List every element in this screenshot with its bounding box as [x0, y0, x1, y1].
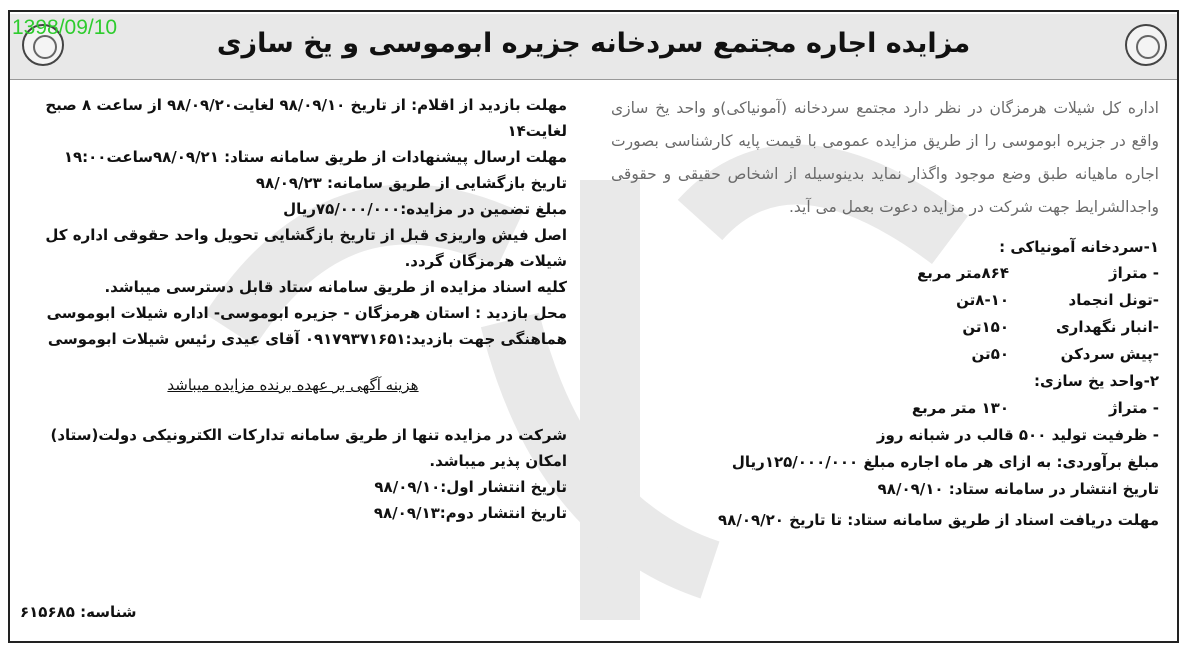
guarantee-text: مبلغ تضمین در مزایده:۷۵/۰۰۰/۰۰۰ریال — [283, 200, 567, 218]
capacity-line: - ظرفیت تولید ۵۰۰ قالب در شبانه روز — [876, 426, 1159, 444]
spec-value: ۱۳۰ متر مربع — [911, 399, 1009, 417]
page-title: مزایده اجاره مجتمع سردخانه جزیره ابوموسی و یخ سازی — [216, 28, 971, 59]
ad-cost-note: هزینه آگهی بر عهده برنده مزایده میباشد — [167, 376, 419, 394]
doc-deadline-line: مهلت دریافت اسناد از طریق سامانه ستاد: تا تاریخ ۹۸/۰۹/۲۰ — [718, 511, 1159, 529]
documents-text: کلیه اسناد مزایده از طریق سامانه ستاد قابل دسترسی میباشد. — [104, 278, 567, 296]
header-bar — [10, 14, 1177, 80]
estimate-line: مبلغ برآوردی: به ازای هر ماه اجاره مبلغ ۱۲۵/۰۰۰/۰۰۰ریال — [731, 453, 1159, 471]
first-publish-date: تاریخ انتشار اول:۹۸/۰۹/۱۰ — [374, 478, 567, 496]
intro-paragraph: اداره کل شیلات هرمزگان در نظر دارد مجتمع سردخانه (آمونیاکی)و واحد یخ سازی واقع در جزیره ابوموسی را از طریق مزایده عمومی با قیمت پایه کارشناسی بصورت اجاره ماهیانه طبق وضع موجود واگذار نماید بدینوسیله از اشخاص حقیقی و حقوقی واجدالشرایط جهت شرکت در مزایده دعوت بعمل می آید. — [611, 99, 1159, 216]
section1-title: ۱-سردخانه آمونیاکی : — [999, 238, 1159, 256]
section2-title: ۲-واحد یخ سازی: — [1034, 372, 1159, 390]
opening-date-text: تاریخ بازگشایی از طریق سامانه: ۹۸/۰۹/۲۳ — [255, 174, 567, 192]
submit-deadline-text: مهلت ارسال پیشنهادات از طریق سامانه ستاد: ۹۸/۰۹/۲۱ساعت۱۹:۰۰ — [63, 148, 567, 166]
participation-text: شرکت در مزایده تنها از طریق سامانه تدارکات الکترونیکی دولت(ستاد) امکان پذیر میباشد. — [50, 426, 567, 470]
publish-setad-line: تاریخ انتشار در سامانه ستاد: ۹۸/۰۹/۱۰ — [877, 480, 1159, 498]
emblem-icon — [1125, 24, 1167, 66]
spec-label: -پیش سردکن — [1060, 345, 1159, 363]
spec-value: ۸-۱۰تن — [956, 291, 1009, 309]
spec-label: - متراژ — [1109, 399, 1159, 417]
second-publish-date: تاریخ انتشار دوم:۹۸/۰۹/۱۳ — [373, 504, 567, 522]
coordination-text: هماهنگی جهت بازدید:۰۹۱۷۹۳۷۱۶۵۱ آقای عیدی رئیس شیلات ابوموسی — [47, 330, 567, 348]
identifier-label: شناسه: ۶۱۵۶۸۵ — [20, 603, 137, 621]
spec-row — [611, 287, 1159, 314]
spec-value: ۱۵۰تن — [962, 318, 1009, 336]
visit-deadline-text: مهلت بازدید از اقلام: از تاریخ ۹۸/۰۹/۱۰ لغایت۹۸/۰۹/۲۰ از ساعت ۸ صبح لغایت۱۴ — [45, 96, 567, 140]
date-stamp: 1398/09/10 — [12, 16, 118, 39]
right-column — [611, 92, 1159, 534]
spec-value: ۵۰تن — [971, 345, 1009, 363]
visit-location-text: محل بازدید : استان هرمزگان - جزیره ابوموسی- اداره شیلات ابوموسی — [46, 304, 567, 322]
spec-label: -تونل انجماد — [1068, 291, 1159, 309]
left-column — [19, 92, 567, 526]
spec-value: ۸۶۴متر مربع — [917, 264, 1009, 282]
receipt-text: اصل فیش واریزی قبل از تاریخ بازگشایی تحویل واحد حقوقی اداره کل شیلات هرمزگان گردد. — [45, 226, 567, 270]
spec-row — [611, 260, 1159, 287]
spec-label: - متراژ — [1109, 264, 1159, 282]
spec-row — [611, 395, 1159, 422]
spec-row — [611, 341, 1159, 368]
spec-row — [611, 314, 1159, 341]
spec-label: -انبار نگهداری — [1055, 318, 1159, 336]
